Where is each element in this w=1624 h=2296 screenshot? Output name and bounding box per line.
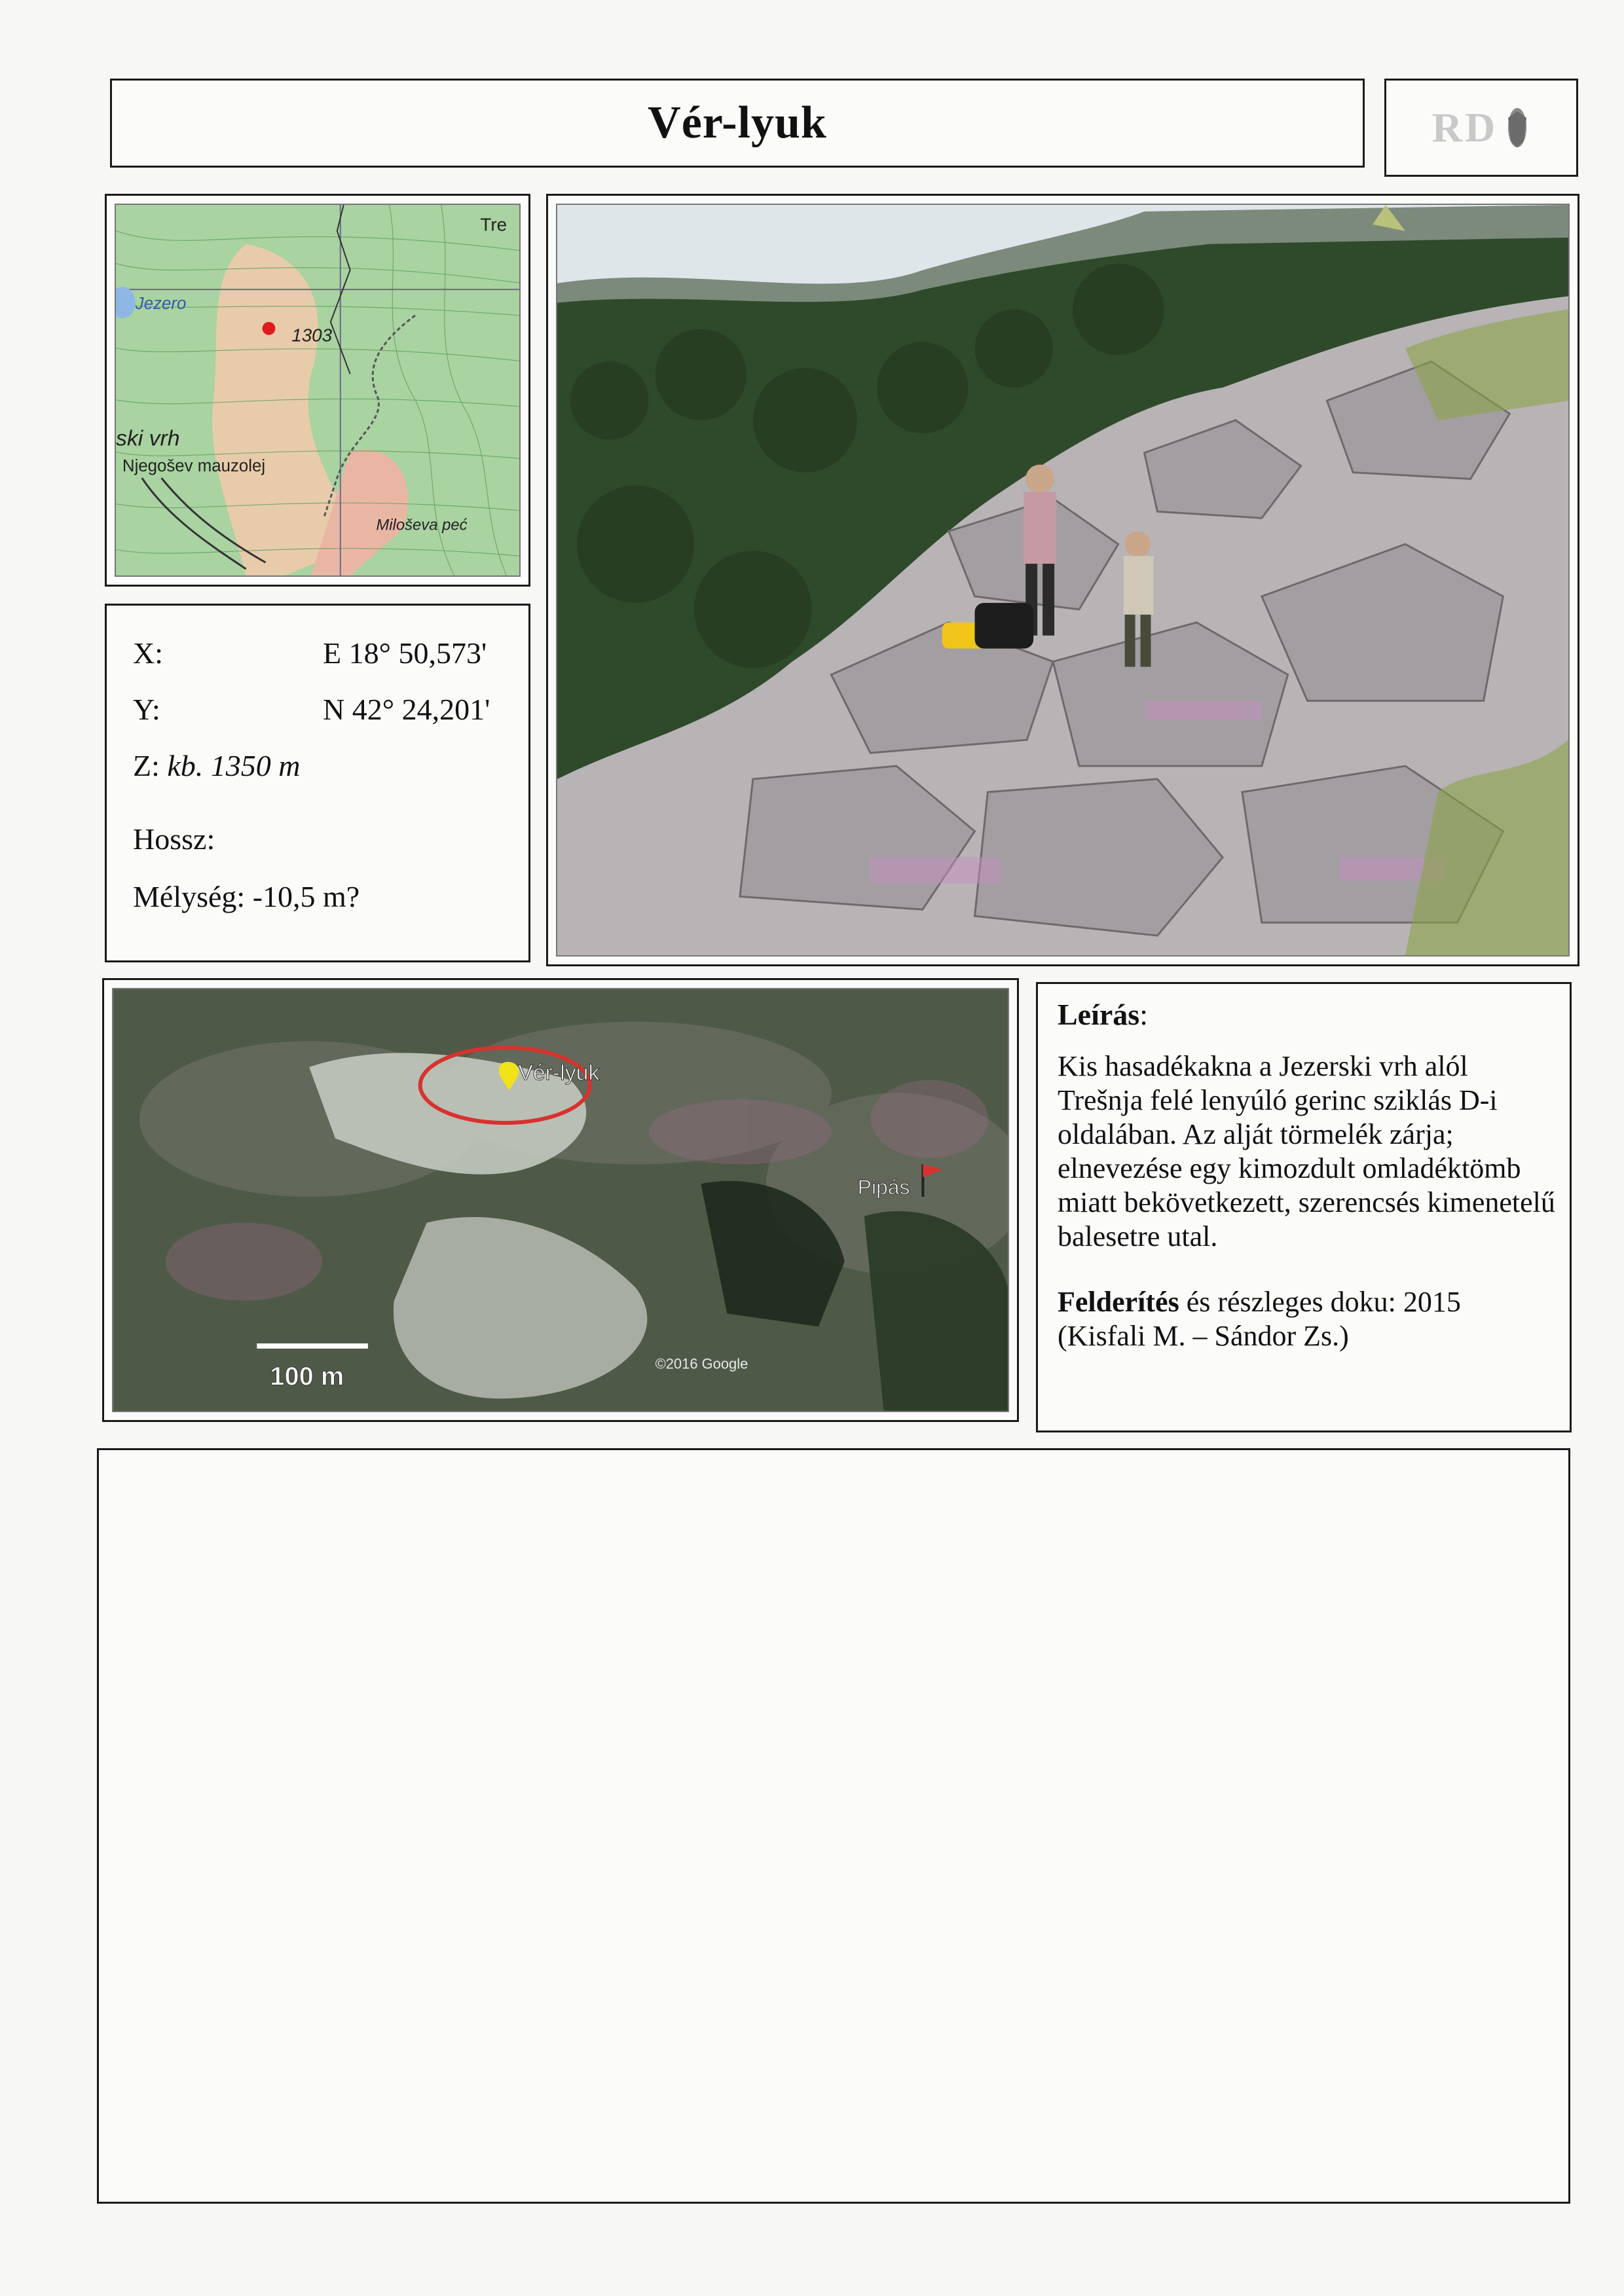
y-value: N 42° 24,201' <box>323 693 490 726</box>
credit-bold: Felderítés <box>1058 1286 1179 1318</box>
map-label-1303: 1303 <box>291 325 333 346</box>
logo-text: RD <box>1431 104 1498 151</box>
length-label: Hossz: <box>133 822 215 856</box>
title-box <box>110 79 1365 168</box>
z-value: kb. 1350 m <box>167 749 301 782</box>
credit-row <box>1058 1285 1555 1353</box>
map-label-tre: Tre <box>480 214 507 235</box>
bat-icon <box>1504 105 1530 151</box>
credit-text: és részleges doku: 2015 (Kisfali M. – Sándor Zs.) <box>1058 1286 1461 1352</box>
description-heading-row <box>1058 997 1148 1032</box>
page-title: Vér-lyuk <box>648 98 827 148</box>
logo-box <box>1384 79 1578 177</box>
depth-value: -10,5 m? <box>252 880 360 913</box>
cave-marker <box>263 322 276 335</box>
map-label-vrh: ski vrh <box>116 426 180 451</box>
field-photo-box <box>546 194 1579 966</box>
cave-label: Vér-lyuk <box>518 1060 600 1085</box>
copyright-label: ©2016 Google <box>655 1355 748 1372</box>
description-text: Kis hasadékakna a Jezerski vrh alól Trešnja felé lenyúló gerinc sziklás D-i oldalában. Az alját törmelék zárja; elnevezése egy kimozdult omladéktömb miatt bekövetkezett, szerencsés kimenetelű balesetre utal. <box>1058 1050 1555 1252</box>
x-label: X: <box>133 636 163 670</box>
map-label-miloseva: Miloševa peć <box>376 516 468 534</box>
satellite-image <box>112 988 1009 1412</box>
x-value: E 18° 50,573' <box>323 636 487 670</box>
description-box <box>1036 982 1572 1432</box>
heading-colon: : <box>1139 998 1148 1031</box>
description-heading: Leírás <box>1058 998 1140 1031</box>
field-photo <box>556 204 1570 957</box>
depth-label: Mélység: <box>133 880 246 913</box>
topo-map <box>115 204 521 577</box>
map-label-mauzolej: Njegošev mauzolej <box>122 457 266 476</box>
coordinates-box <box>105 604 530 962</box>
y-label: Y: <box>133 693 160 726</box>
z-row <box>133 748 301 783</box>
map-label-jezero: Jezero <box>135 294 187 313</box>
z-label: Z: <box>133 749 160 782</box>
sketch-area <box>97 1448 1570 2204</box>
satellite-box <box>102 978 1019 1422</box>
pipas-label: Pipás <box>857 1175 910 1199</box>
topo-map-box <box>105 194 530 587</box>
depth-row <box>133 879 360 914</box>
scale-label: 100 m <box>270 1362 344 1391</box>
